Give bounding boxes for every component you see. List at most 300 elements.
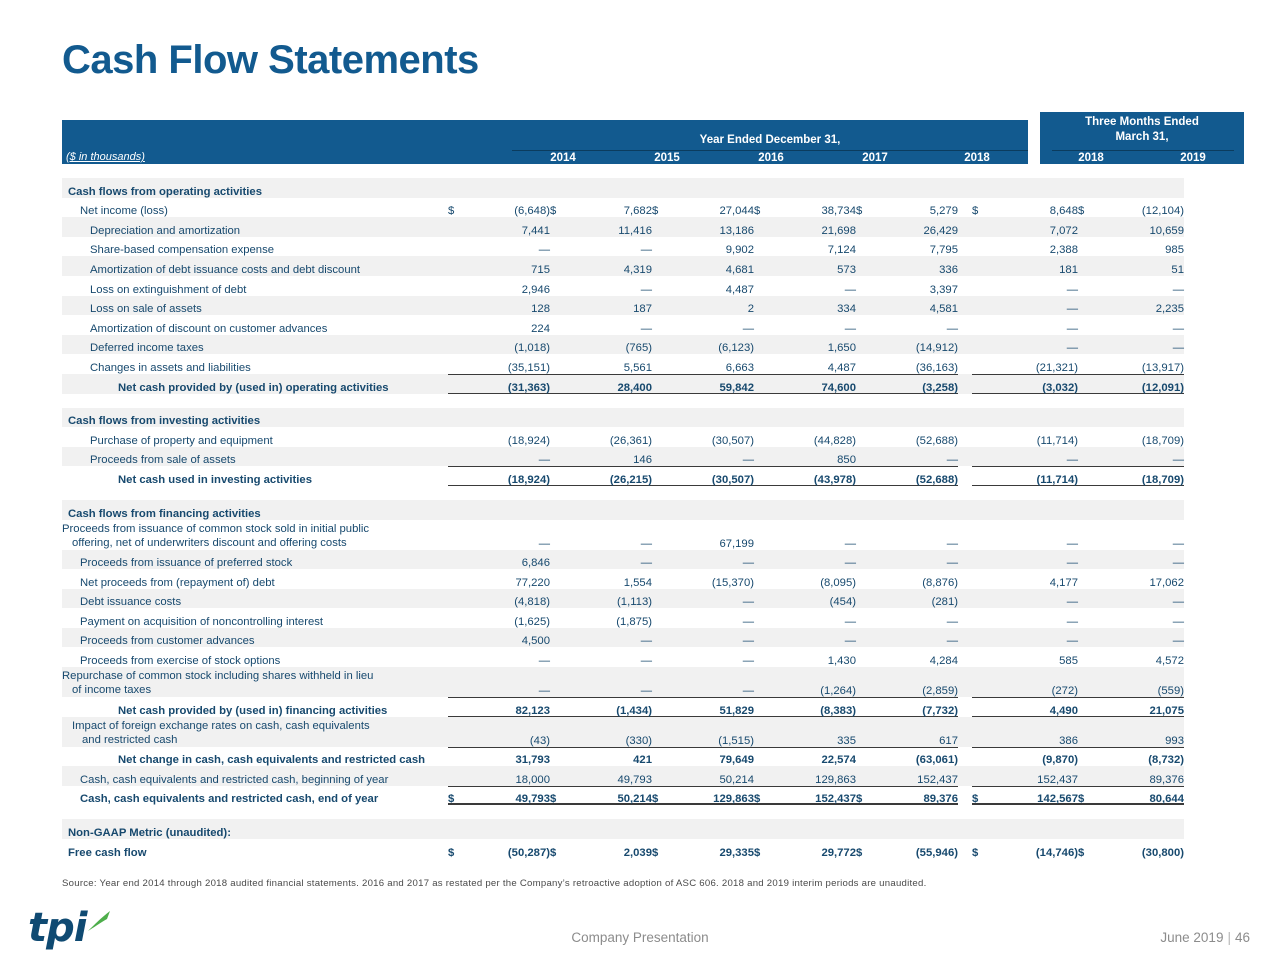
section-heading-nongaap <box>62 819 1184 839</box>
cell-value: 22,574 <box>772 747 856 767</box>
footer-page-number: 46 <box>1234 930 1250 945</box>
cash-flow-table-container <box>62 112 1206 859</box>
cell-value: 2 <box>670 296 754 316</box>
section-heading-operating <box>62 178 1184 198</box>
cell-value: 7,441 <box>466 217 550 237</box>
cell-value: (765) <box>568 335 652 355</box>
cell-value: 7,682 <box>623 205 652 218</box>
cell-value: 336 <box>874 256 958 276</box>
row-label-line2: offering, net of underwriters discount and offering costs <box>72 536 347 549</box>
table-row <box>62 667 1184 697</box>
cell-value: 850 <box>772 447 856 467</box>
cell-value: 386 <box>990 717 1078 747</box>
cell-value: (9,870) <box>990 747 1078 767</box>
subtotal-row-investing <box>62 466 1184 486</box>
cell-value: (6,123) <box>670 335 754 355</box>
cell-value: (44,828) <box>813 434 856 447</box>
cell-value: 224 <box>531 322 550 335</box>
cell-value: 4,284 <box>929 655 958 668</box>
footer-center-text: Company Presentation <box>571 930 709 945</box>
cell-value: 129,863 <box>670 786 754 806</box>
cell-value: — <box>538 244 550 257</box>
section-heading-financing <box>62 500 1184 520</box>
subtotal-row-financing <box>62 697 1184 717</box>
cell-value: — <box>1172 615 1184 628</box>
table-row <box>62 276 1184 296</box>
section-heading-investing <box>62 408 1184 428</box>
cell-value: (1,264) <box>772 667 856 697</box>
cell-value: 29,772 <box>821 846 856 859</box>
cell-value: — <box>640 244 652 257</box>
cell-value: (18,709) <box>1096 466 1184 486</box>
row-label: Proceeds from exercise of stock options <box>80 655 281 668</box>
cell-value: 28,400 <box>568 374 652 394</box>
cell-value: — <box>742 655 754 668</box>
table-row <box>62 447 1184 467</box>
cell-value: — <box>1066 615 1078 628</box>
spacer-row <box>62 805 1184 819</box>
cell-value: 142,567 <box>990 786 1078 806</box>
cell-value: 89,376 <box>874 786 958 806</box>
section-heading-label: Cash flows from financing activities <box>62 500 448 520</box>
cell-value: (30,507) <box>670 466 754 486</box>
col-header-q2018: 2018 <box>1078 152 1104 164</box>
units-label: ($ in thousands) <box>66 151 145 163</box>
cell-value: 49,793 <box>568 766 652 786</box>
table-header <box>62 112 1206 164</box>
cell-value: (559) <box>1096 667 1184 697</box>
table-row <box>62 296 1184 316</box>
cell-value: 993 <box>1096 717 1184 747</box>
currency-symbol: $ <box>972 205 979 218</box>
cell-value: 334 <box>772 296 856 316</box>
source-note: Source: Year end 2014 through 2018 audited financial statements. 2016 and 2017 as restated per the Company’s retroactive adoption of ASC 606. 2018 and 2019 interim periods are unaudited. <box>62 878 927 889</box>
cell-value: 49,793 <box>466 786 550 806</box>
cell-value: 11,416 <box>568 217 652 237</box>
currency-symbol: $ <box>856 846 863 859</box>
spacer-row <box>62 164 1184 178</box>
cell-value: — <box>844 615 856 628</box>
table-row <box>62 427 1184 447</box>
cell-value: 21,698 <box>772 217 856 237</box>
row-label <box>62 520 448 550</box>
cell-value: (1,018) <box>466 335 550 355</box>
cell-value: (63,061) <box>874 747 958 767</box>
currency-symbol: $ <box>754 846 761 859</box>
cell-value: (1,434) <box>568 697 652 717</box>
subtotal-row-net-change <box>62 747 1184 767</box>
cell-value: (4,818) <box>466 589 550 609</box>
cell-value: (18,709) <box>1141 434 1184 447</box>
spacer-row <box>62 486 1184 500</box>
cell-value: 3,397 <box>929 283 958 296</box>
section-heading-label: Non-GAAP Metric (unaudited): <box>62 819 448 839</box>
cell-value: — <box>990 589 1078 609</box>
cell-value: (50,287) <box>507 846 550 859</box>
cell-value: (1,875) <box>616 615 652 628</box>
cell-value: 1,650 <box>772 335 856 355</box>
row-label: Loss on sale of assets <box>62 296 448 316</box>
cell-value: 8,648 <box>1049 205 1078 218</box>
cell-value: 2,388 <box>1049 244 1078 257</box>
cell-value: 5,561 <box>623 361 652 374</box>
row-label-line1: Repurchase of common stock including shares withheld in lieu <box>62 670 374 683</box>
cell-value: 89,376 <box>1096 766 1184 786</box>
cell-value: 7,795 <box>929 244 958 257</box>
row-label: Cash, cash equivalents and restricted cash, beginning of year <box>62 766 448 786</box>
cell-value: 985 <box>1165 244 1184 257</box>
section-heading-label: Cash flows from investing activities <box>62 408 448 428</box>
cell-value: 4,581 <box>874 296 958 316</box>
quarter-group-rule <box>1052 150 1234 151</box>
table-row <box>62 520 1184 550</box>
row-label: Amortization of discount on customer advances <box>90 322 328 335</box>
quarter-group-title-line2: March 31, <box>1115 131 1169 143</box>
cell-value: — <box>466 447 550 467</box>
cell-value: — <box>1066 322 1078 335</box>
cell-value: (1,113) <box>568 589 652 609</box>
cell-value: 128 <box>466 296 550 316</box>
cell-value: 6,663 <box>725 361 754 374</box>
year-group-title: Year Ended December 31, <box>699 134 841 146</box>
table-row-beginning-balance <box>62 766 1184 786</box>
currency-symbol: $ <box>550 786 568 806</box>
cell-value: — <box>990 296 1078 316</box>
row-label: Net cash provided by (used in) operating activities <box>62 374 448 394</box>
cell-value: (12,104) <box>1141 205 1184 218</box>
cell-value: — <box>670 550 754 570</box>
cell-value: — <box>990 335 1078 355</box>
cell-value: 50,214 <box>568 786 652 806</box>
cell-value: 573 <box>772 256 856 276</box>
cell-value: 10,659 <box>1096 217 1184 237</box>
cell-value: 152,437 <box>990 766 1078 786</box>
table-row <box>62 315 1184 335</box>
cell-value: 1,554 <box>623 576 652 589</box>
cell-value: (11,714) <box>1036 434 1078 447</box>
cell-value: — <box>990 628 1078 648</box>
currency-symbol: $ <box>1078 205 1085 218</box>
cell-value: 2,039 <box>623 846 652 859</box>
cell-value: 51,829 <box>670 697 754 717</box>
row-label: Payment on acquisition of noncontrolling interest <box>80 615 324 628</box>
cell-value: 5,279 <box>929 205 958 218</box>
cell-value: — <box>1096 447 1184 467</box>
cell-value: — <box>670 589 754 609</box>
cell-value: 715 <box>466 256 550 276</box>
cell-value: — <box>742 615 754 628</box>
cell-value: 1,430 <box>827 655 856 668</box>
row-label: Purchase of property and equipment <box>90 434 273 447</box>
cell-value: 187 <box>568 296 652 316</box>
cell-value: (31,363) <box>466 374 550 394</box>
row-label <box>62 717 448 747</box>
row-label: Net cash used in investing activities <box>118 473 312 486</box>
cell-value: 4,487 <box>725 283 754 296</box>
currency-symbol: $ <box>448 786 466 806</box>
cell-value: (330) <box>568 717 652 747</box>
col-header-2016: 2016 <box>758 152 784 164</box>
cell-value: 7,072 <box>990 217 1078 237</box>
page-title: Cash Flow Statements <box>62 38 479 82</box>
cell-value: — <box>772 628 856 648</box>
cell-value: — <box>466 667 550 697</box>
cell-value: (35,151) <box>507 361 550 374</box>
table-row <box>62 647 1184 667</box>
logo-text: tpi <box>28 905 87 951</box>
cell-value: — <box>772 550 856 570</box>
cell-value: 181 <box>990 256 1078 276</box>
row-label-line2: of income taxes <box>72 684 152 697</box>
cell-value: — <box>990 550 1078 570</box>
cell-value: 9,902 <box>725 244 754 257</box>
cell-value: (8,383) <box>772 697 856 717</box>
table-row <box>62 198 1184 218</box>
cell-value: 67,199 <box>719 537 754 550</box>
cell-value: — <box>1066 283 1078 296</box>
cash-flow-table <box>62 164 1184 859</box>
quarter-group-title-line1: Three Months Ended <box>1085 116 1199 128</box>
table-row <box>62 550 1184 570</box>
cell-value: 421 <box>568 747 652 767</box>
cell-value: — <box>1096 589 1184 609</box>
cell-value: 51 <box>1096 256 1184 276</box>
cell-value: (30,800) <box>1141 846 1184 859</box>
cell-value: (3,258) <box>874 374 958 394</box>
row-label: Loss on extinguishment of debt <box>90 283 247 296</box>
currency-symbol: $ <box>972 846 979 859</box>
cell-value: (14,912) <box>874 335 958 355</box>
cell-value: (43,978) <box>772 466 856 486</box>
cell-value: — <box>670 447 754 467</box>
cell-value: — <box>538 655 550 668</box>
cell-value: (26,215) <box>568 466 652 486</box>
cell-value: — <box>640 537 652 550</box>
cell-value: 77,220 <box>515 576 550 589</box>
spacer-row <box>62 394 1184 408</box>
currency-symbol: $ <box>856 786 874 806</box>
logo-swoosh-icon <box>86 910 112 932</box>
table-row <box>62 628 1184 648</box>
cell-value: 6,846 <box>466 550 550 570</box>
row-label: Free cash flow <box>68 846 147 859</box>
currency-symbol: $ <box>448 205 455 218</box>
row-label: Debt issuance costs <box>62 589 448 609</box>
cell-value: 152,437 <box>772 786 856 806</box>
cell-value: — <box>946 615 958 628</box>
row-label: Proceeds from customer advances <box>62 628 448 648</box>
row-label: Net change in cash, cash equivalents and restricted cash <box>118 754 426 767</box>
cell-value: (7,732) <box>874 697 958 717</box>
cell-value: 13,186 <box>670 217 754 237</box>
row-label: Net proceeds from (repayment of) debt <box>80 576 275 589</box>
table-row <box>62 569 1184 589</box>
cell-value: 152,437 <box>874 766 958 786</box>
row-label-line1: Proceeds from issuance of common stock sold in initial public <box>62 522 370 535</box>
cell-value: — <box>1172 322 1184 335</box>
row-label <box>62 667 448 697</box>
cell-value: — <box>670 628 754 648</box>
row-label: Net income (loss) <box>80 205 168 218</box>
currency-symbol: $ <box>1078 846 1085 859</box>
cell-value: 31,793 <box>466 747 550 767</box>
cell-value: — <box>640 655 652 668</box>
row-label: Proceeds from issuance of preferred stock <box>62 550 448 570</box>
cell-value: 38,734 <box>821 205 856 218</box>
cell-value: (8,876) <box>922 576 958 589</box>
cell-value: — <box>946 537 958 550</box>
cell-value: — <box>538 537 550 550</box>
cell-value: 2,946 <box>521 283 550 296</box>
cell-value: — <box>844 283 856 296</box>
cell-value: 59,842 <box>670 374 754 394</box>
row-label: Depreciation and amortization <box>62 217 448 237</box>
row-label: Share-based compensation expense <box>90 244 275 257</box>
cell-value: — <box>874 628 958 648</box>
cell-value: (18,924) <box>466 466 550 486</box>
cell-value: (281) <box>874 589 958 609</box>
currency-symbol: $ <box>550 205 557 218</box>
cell-value: 2,235 <box>1096 296 1184 316</box>
table-row <box>62 256 1184 276</box>
cell-value: 80,644 <box>1096 786 1184 806</box>
cell-value: 29,335 <box>719 846 754 859</box>
cell-value: 17,062 <box>1149 576 1184 589</box>
table-row-fx-impact <box>62 717 1184 747</box>
section-heading-label: Cash flows from operating activities <box>62 178 448 198</box>
quarter-group-title <box>1040 115 1244 145</box>
cell-value: (26,361) <box>609 434 652 447</box>
footer-right <box>1160 930 1250 945</box>
cell-value: (272) <box>990 667 1078 697</box>
table-row <box>62 608 1184 628</box>
cell-value: (1,625) <box>514 615 550 628</box>
row-label: Proceeds from sale of assets <box>62 447 448 467</box>
row-label: Cash, cash equivalents and restricted cash, end of year <box>80 793 379 806</box>
cell-value: — <box>874 447 958 467</box>
cell-value: 26,429 <box>874 217 958 237</box>
table-row <box>62 335 1184 355</box>
cell-value: (52,688) <box>874 466 958 486</box>
cell-value: (55,946) <box>915 846 958 859</box>
currency-symbol: $ <box>1078 786 1096 806</box>
table-row <box>62 589 1184 609</box>
currency-symbol: $ <box>652 205 659 218</box>
row-label: Amortization of debt issuance costs and debt discount <box>62 256 448 276</box>
cell-value: (15,370) <box>711 576 754 589</box>
cell-value: 21,075 <box>1096 697 1184 717</box>
row-label: Deferred income taxes <box>62 335 448 355</box>
cell-value: (8,095) <box>820 576 856 589</box>
cell-value: — <box>1172 283 1184 296</box>
cell-value: — <box>946 322 958 335</box>
cell-value: — <box>568 628 652 648</box>
col-header-q2019: 2019 <box>1180 152 1206 164</box>
cell-value: 4,177 <box>1049 576 1078 589</box>
col-header-2018: 2018 <box>964 152 990 164</box>
cell-value: 7,124 <box>827 244 856 257</box>
currency-symbol: $ <box>448 846 455 859</box>
row-label-line2: and restricted cash <box>82 733 178 746</box>
cell-value: 4,487 <box>827 361 856 374</box>
cell-value: (21,321) <box>1035 361 1078 374</box>
cell-value: (18,924) <box>507 434 550 447</box>
col-header-2015: 2015 <box>654 152 680 164</box>
table-row <box>62 237 1184 257</box>
total-row-ending-balance <box>62 786 1184 806</box>
cell-value: (454) <box>772 589 856 609</box>
cell-value: — <box>670 667 754 697</box>
currency-symbol: $ <box>972 786 990 806</box>
row-label-line1: Impact of foreign exchange rates on cash, cash equivalents <box>72 719 370 732</box>
cell-value: (13,917) <box>1141 361 1184 374</box>
currency-symbol: $ <box>754 786 772 806</box>
cell-value: — <box>1066 537 1078 550</box>
cell-value: — <box>640 283 652 296</box>
cell-value: (43) <box>466 717 550 747</box>
cell-value: (3,032) <box>990 374 1078 394</box>
cell-value: 617 <box>874 717 958 747</box>
cell-value: 4,490 <box>990 697 1078 717</box>
cell-value: — <box>990 447 1078 467</box>
cell-value: (36,163) <box>915 361 958 374</box>
cell-value: 335 <box>772 717 856 747</box>
cell-value: 50,214 <box>670 766 754 786</box>
cell-value: 4,319 <box>568 256 652 276</box>
cell-value: 4,572 <box>1155 655 1184 668</box>
cell-value: — <box>874 550 958 570</box>
cell-value: — <box>844 537 856 550</box>
cell-value: — <box>1096 550 1184 570</box>
cell-value: — <box>1172 537 1184 550</box>
cell-value: — <box>640 322 652 335</box>
col-header-2014: 2014 <box>550 152 576 164</box>
table-row <box>62 217 1184 237</box>
cell-value: — <box>1096 335 1184 355</box>
cell-value: (2,859) <box>874 667 958 697</box>
year-group-rule <box>512 150 1028 151</box>
footer-date: June 2019 <box>1160 930 1224 945</box>
cell-value: (11,714) <box>990 466 1078 486</box>
currency-symbol: $ <box>856 205 863 218</box>
cell-value: (14,746) <box>1035 846 1078 859</box>
row-label: Net cash provided by (used in) financing activities <box>118 704 388 717</box>
footer-separator: | <box>1227 930 1231 945</box>
row-label: Changes in assets and liabilities <box>90 361 251 374</box>
cell-value: 146 <box>568 447 652 467</box>
cell-value: (30,507) <box>711 434 754 447</box>
cell-value: — <box>742 322 754 335</box>
cell-value: 27,044 <box>719 205 754 218</box>
cell-value: (6,648) <box>514 205 550 218</box>
cell-value: 4,681 <box>670 256 754 276</box>
cell-value: 82,123 <box>466 697 550 717</box>
subtotal-row-operating <box>62 374 1184 394</box>
currency-symbol: $ <box>550 846 557 859</box>
cell-value: (1,515) <box>670 717 754 747</box>
cell-value: 585 <box>1059 655 1078 668</box>
cell-value: (8,732) <box>1096 747 1184 767</box>
cell-value: — <box>844 322 856 335</box>
cell-value: 129,863 <box>772 766 856 786</box>
cell-value: — <box>1096 628 1184 648</box>
cell-value: 74,600 <box>772 374 856 394</box>
cell-value: 18,000 <box>466 766 550 786</box>
currency-symbol: $ <box>652 846 659 859</box>
table-row-free-cash-flow <box>62 839 1184 859</box>
cell-value: 4,500 <box>466 628 550 648</box>
cell-value: (52,688) <box>915 434 958 447</box>
